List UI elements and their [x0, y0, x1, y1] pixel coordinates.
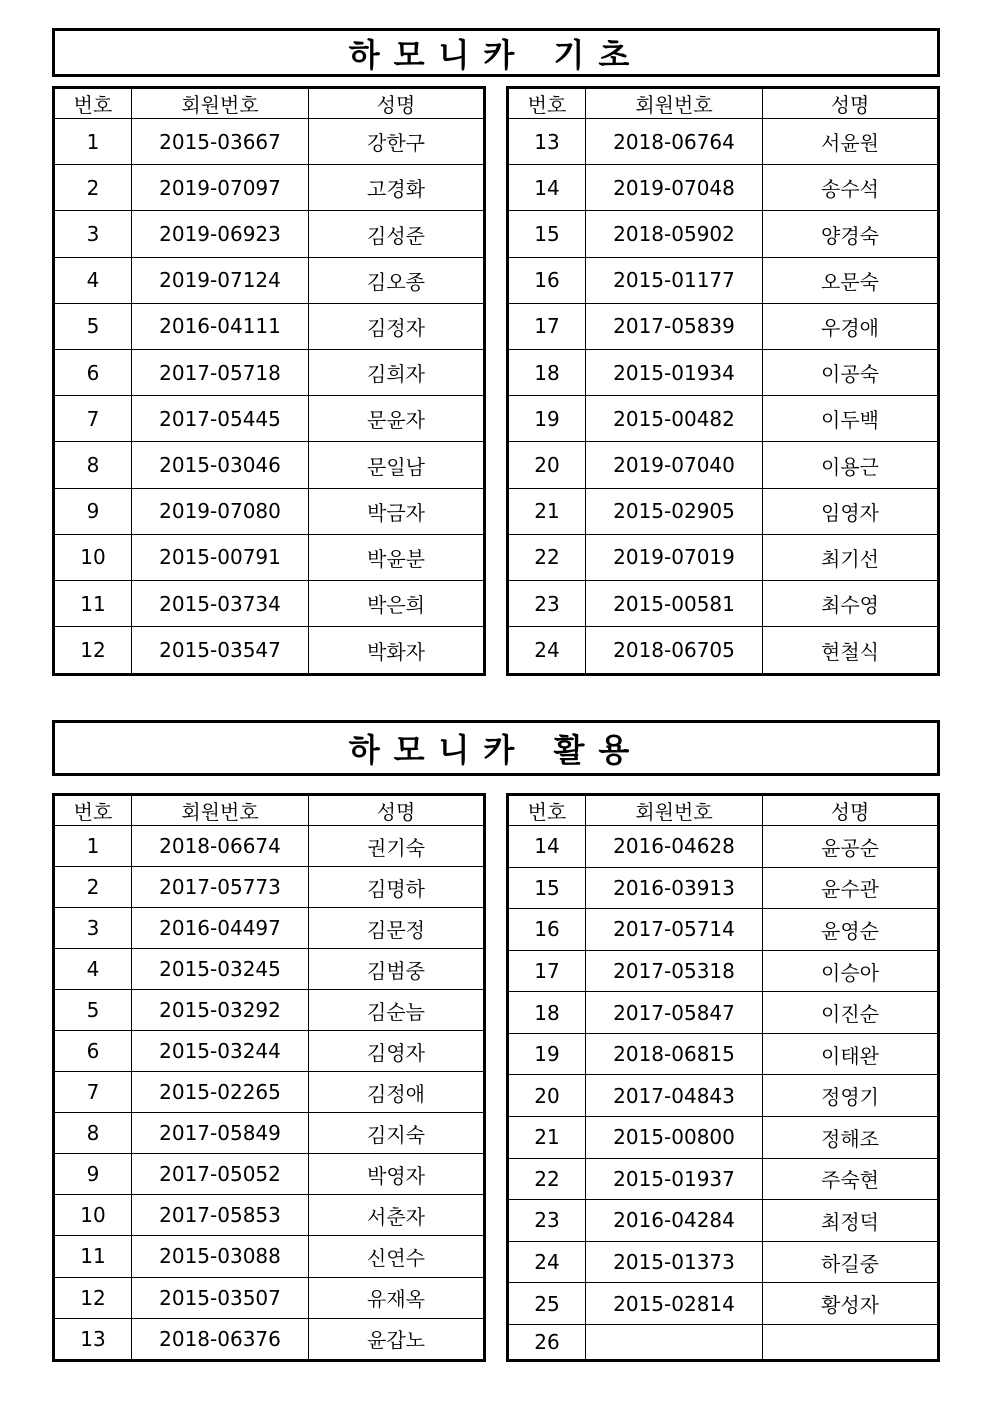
row-number-cell: 5	[54, 303, 132, 349]
table-row	[508, 627, 939, 675]
member-name-cell: 윤공순	[763, 826, 939, 868]
member-name-cell: 최정덕	[763, 1200, 939, 1242]
member-id-cell: 2018-06815	[586, 1033, 763, 1075]
row-number-cell: 4	[54, 257, 132, 303]
table-row	[508, 1117, 939, 1159]
table-header-row	[508, 795, 939, 826]
header-name: 성명	[763, 88, 939, 119]
member-id-cell: 2018-06764	[586, 119, 763, 165]
member-name-cell: 이두백	[763, 396, 939, 442]
member-id-cell: 2015-00800	[586, 1117, 763, 1159]
table-row	[508, 534, 939, 580]
member-name-cell: 김문정	[309, 908, 485, 949]
table-row	[508, 1158, 939, 1200]
member-id-cell: 2016-04111	[132, 303, 309, 349]
table-row	[508, 1241, 939, 1283]
header-number: 번호	[508, 88, 586, 119]
table-row	[508, 1200, 939, 1242]
table-row	[508, 1324, 939, 1360]
header-number: 번호	[54, 795, 132, 826]
member-name-cell: 박화자	[309, 627, 485, 675]
member-id-cell: 2016-04497	[132, 908, 309, 949]
member-name-cell: 정영기	[763, 1075, 939, 1117]
member-id-cell: 2015-03507	[132, 1277, 309, 1318]
member-id-cell: 2015-03734	[132, 581, 309, 627]
header-name: 성명	[763, 795, 939, 826]
header-number: 번호	[508, 795, 586, 826]
table-row	[54, 826, 485, 867]
member-id-cell: 2019-07019	[586, 534, 763, 580]
roster-table-applied-right	[506, 793, 940, 1362]
row-number-cell: 14	[508, 826, 586, 868]
row-number-cell: 4	[54, 949, 132, 990]
member-name-cell: 최수영	[763, 581, 939, 627]
member-name-cell: 오문숙	[763, 257, 939, 303]
row-number-cell: 3	[54, 908, 132, 949]
member-name-cell: 김정애	[309, 1072, 485, 1113]
member-name-cell: 김명하	[309, 867, 485, 908]
member-name-cell: 서춘자	[309, 1195, 485, 1236]
member-name-cell: 김순늠	[309, 990, 485, 1031]
table-row	[54, 581, 485, 627]
table-row	[508, 1075, 939, 1117]
table-row	[508, 867, 939, 909]
member-id-cell: 2019-07097	[132, 165, 309, 211]
member-id-cell: 2015-03244	[132, 1031, 309, 1072]
member-id-cell: 2017-05849	[132, 1113, 309, 1154]
member-id-cell: 2016-04284	[586, 1200, 763, 1242]
row-number-cell: 17	[508, 950, 586, 992]
member-id-cell: 2019-07080	[132, 488, 309, 534]
table-row	[54, 257, 485, 303]
member-name-cell: 강한구	[309, 119, 485, 165]
member-id-cell: 2017-05718	[132, 350, 309, 396]
member-name-cell: 양경숙	[763, 211, 939, 257]
row-number-cell: 16	[508, 909, 586, 951]
member-name-cell: 문윤자	[309, 396, 485, 442]
table-row	[508, 165, 939, 211]
member-id-cell: 2017-05445	[132, 396, 309, 442]
header-member-id: 회원번호	[586, 88, 763, 119]
member-id-cell: 2015-01934	[586, 350, 763, 396]
member-name-cell: 김오종	[309, 257, 485, 303]
table-row	[54, 350, 485, 396]
row-number-cell: 10	[54, 1195, 132, 1236]
member-id-cell: 2016-04628	[586, 826, 763, 868]
member-id-cell: 2015-00581	[586, 581, 763, 627]
member-id-cell: 2017-05839	[586, 303, 763, 349]
row-number-cell: 18	[508, 992, 586, 1034]
member-name-cell: 서윤원	[763, 119, 939, 165]
member-id-cell: 2015-03088	[132, 1236, 309, 1277]
member-id-cell	[586, 1324, 763, 1360]
row-number-cell: 11	[54, 581, 132, 627]
row-number-cell: 24	[508, 1241, 586, 1283]
member-name-cell: 이공숙	[763, 350, 939, 396]
member-id-cell: 2015-03547	[132, 627, 309, 675]
member-id-cell: 2017-05052	[132, 1154, 309, 1195]
table-row	[508, 257, 939, 303]
table-row	[54, 867, 485, 908]
member-id-cell: 2015-01177	[586, 257, 763, 303]
member-id-cell: 2017-05853	[132, 1195, 309, 1236]
row-number-cell: 2	[54, 867, 132, 908]
table-row	[508, 826, 939, 868]
member-name-cell: 송수석	[763, 165, 939, 211]
table-row	[508, 488, 939, 534]
member-id-cell: 2015-00482	[586, 396, 763, 442]
member-name-cell: 문일남	[309, 442, 485, 488]
member-name-cell: 이승아	[763, 950, 939, 992]
row-number-cell: 15	[508, 867, 586, 909]
row-number-cell: 9	[54, 488, 132, 534]
row-number-cell: 8	[54, 442, 132, 488]
member-id-cell: 2019-07124	[132, 257, 309, 303]
member-id-cell: 2018-06376	[132, 1318, 309, 1360]
table-row	[54, 1072, 485, 1113]
member-name-cell: 주숙현	[763, 1158, 939, 1200]
row-number-cell: 6	[54, 350, 132, 396]
member-name-cell: 김지숙	[309, 1113, 485, 1154]
row-number-cell: 13	[508, 119, 586, 165]
table-row	[508, 992, 939, 1034]
row-number-cell: 19	[508, 396, 586, 442]
section-title-basic: 하모니카 기초	[52, 28, 940, 77]
table-row	[54, 1277, 485, 1318]
table-row	[508, 119, 939, 165]
header-member-id: 회원번호	[132, 795, 309, 826]
header-member-id: 회원번호	[586, 795, 763, 826]
row-number-cell: 23	[508, 581, 586, 627]
table-row	[54, 1031, 485, 1072]
member-id-cell: 2016-03913	[586, 867, 763, 909]
row-number-cell: 9	[54, 1154, 132, 1195]
row-number-cell: 12	[54, 1277, 132, 1318]
member-name-cell: 하길중	[763, 1241, 939, 1283]
table-row	[54, 949, 485, 990]
table-row	[54, 303, 485, 349]
member-name-cell: 고경화	[309, 165, 485, 211]
member-id-cell: 2015-02814	[586, 1283, 763, 1325]
row-number-cell: 1	[54, 826, 132, 867]
row-number-cell: 24	[508, 627, 586, 675]
table-row	[508, 581, 939, 627]
row-number-cell: 5	[54, 990, 132, 1031]
member-id-cell: 2019-06923	[132, 211, 309, 257]
row-number-cell: 20	[508, 442, 586, 488]
row-number-cell: 2	[54, 165, 132, 211]
member-name-cell: 박금자	[309, 488, 485, 534]
table-row	[54, 627, 485, 675]
row-number-cell: 18	[508, 350, 586, 396]
roster-table-basic-left	[52, 86, 486, 676]
table-row	[54, 990, 485, 1031]
row-number-cell: 25	[508, 1283, 586, 1325]
section-title-applied: 하모니카 활용	[52, 720, 940, 776]
table-row	[54, 211, 485, 257]
member-id-cell: 2019-07040	[586, 442, 763, 488]
member-id-cell: 2019-07048	[586, 165, 763, 211]
member-name-cell: 임영자	[763, 488, 939, 534]
member-name-cell: 현철식	[763, 627, 939, 675]
row-number-cell: 22	[508, 1158, 586, 1200]
member-name-cell: 윤갑노	[309, 1318, 485, 1360]
row-number-cell: 20	[508, 1075, 586, 1117]
row-number-cell: 15	[508, 211, 586, 257]
member-id-cell: 2015-03667	[132, 119, 309, 165]
member-name-cell: 윤영순	[763, 909, 939, 951]
table-row	[508, 442, 939, 488]
table-header-row	[508, 88, 939, 119]
member-name-cell	[763, 1324, 939, 1360]
row-number-cell: 3	[54, 211, 132, 257]
member-id-cell: 2017-05714	[586, 909, 763, 951]
member-name-cell: 신연수	[309, 1236, 485, 1277]
member-name-cell: 김영자	[309, 1031, 485, 1072]
table-row	[54, 1236, 485, 1277]
row-number-cell: 1	[54, 119, 132, 165]
row-number-cell: 7	[54, 396, 132, 442]
member-name-cell: 황성자	[763, 1283, 939, 1325]
header-name: 성명	[309, 88, 485, 119]
member-name-cell: 박영자	[309, 1154, 485, 1195]
member-id-cell: 2015-03245	[132, 949, 309, 990]
member-name-cell: 최기선	[763, 534, 939, 580]
member-name-cell: 이용근	[763, 442, 939, 488]
roster-table-basic-right	[506, 86, 940, 676]
member-name-cell: 우경애	[763, 303, 939, 349]
table-row	[508, 909, 939, 951]
table-row	[54, 165, 485, 211]
row-number-cell: 8	[54, 1113, 132, 1154]
member-name-cell: 박윤분	[309, 534, 485, 580]
member-id-cell: 2015-01373	[586, 1241, 763, 1283]
row-number-cell: 21	[508, 1117, 586, 1159]
row-number-cell: 23	[508, 1200, 586, 1242]
member-id-cell: 2018-06674	[132, 826, 309, 867]
table-row	[54, 119, 485, 165]
row-number-cell: 26	[508, 1324, 586, 1360]
table-row	[54, 488, 485, 534]
row-number-cell: 21	[508, 488, 586, 534]
table-row	[54, 1318, 485, 1360]
table-row	[508, 350, 939, 396]
member-name-cell: 김희자	[309, 350, 485, 396]
member-id-cell: 2015-03292	[132, 990, 309, 1031]
table-header-row	[54, 795, 485, 826]
member-name-cell: 이태완	[763, 1033, 939, 1075]
member-id-cell: 2015-03046	[132, 442, 309, 488]
member-name-cell: 유재옥	[309, 1277, 485, 1318]
table-row	[508, 1283, 939, 1325]
row-number-cell: 19	[508, 1033, 586, 1075]
member-name-cell: 이진순	[763, 992, 939, 1034]
header-name: 성명	[309, 795, 485, 826]
table-row	[54, 1195, 485, 1236]
table-row	[54, 1154, 485, 1195]
row-number-cell: 10	[54, 534, 132, 580]
member-id-cell: 2015-01937	[586, 1158, 763, 1200]
table-row	[54, 1113, 485, 1154]
table-row	[508, 211, 939, 257]
row-number-cell: 13	[54, 1318, 132, 1360]
member-id-cell: 2018-06705	[586, 627, 763, 675]
header-number: 번호	[54, 88, 132, 119]
table-row	[54, 908, 485, 949]
table-row	[508, 303, 939, 349]
member-name-cell: 김성준	[309, 211, 485, 257]
row-number-cell: 11	[54, 1236, 132, 1277]
member-name-cell: 김범중	[309, 949, 485, 990]
row-number-cell: 22	[508, 534, 586, 580]
roster-table-applied-left	[52, 793, 486, 1362]
member-id-cell: 2017-04843	[586, 1075, 763, 1117]
member-id-cell: 2018-05902	[586, 211, 763, 257]
member-id-cell: 2015-02265	[132, 1072, 309, 1113]
row-number-cell: 7	[54, 1072, 132, 1113]
table-row	[508, 950, 939, 992]
row-number-cell: 14	[508, 165, 586, 211]
header-member-id: 회원번호	[132, 88, 309, 119]
member-name-cell: 정해조	[763, 1117, 939, 1159]
member-name-cell: 박은희	[309, 581, 485, 627]
row-number-cell: 16	[508, 257, 586, 303]
member-name-cell: 윤수관	[763, 867, 939, 909]
member-id-cell: 2017-05847	[586, 992, 763, 1034]
member-id-cell: 2017-05773	[132, 867, 309, 908]
row-number-cell: 12	[54, 627, 132, 675]
member-id-cell: 2015-00791	[132, 534, 309, 580]
table-row	[54, 442, 485, 488]
table-row	[54, 534, 485, 580]
member-id-cell: 2017-05318	[586, 950, 763, 992]
table-row	[508, 396, 939, 442]
row-number-cell: 17	[508, 303, 586, 349]
member-name-cell: 권기숙	[309, 826, 485, 867]
row-number-cell: 6	[54, 1031, 132, 1072]
member-id-cell: 2015-02905	[586, 488, 763, 534]
member-name-cell: 김정자	[309, 303, 485, 349]
table-row	[54, 396, 485, 442]
table-header-row	[54, 88, 485, 119]
table-row	[508, 1033, 939, 1075]
